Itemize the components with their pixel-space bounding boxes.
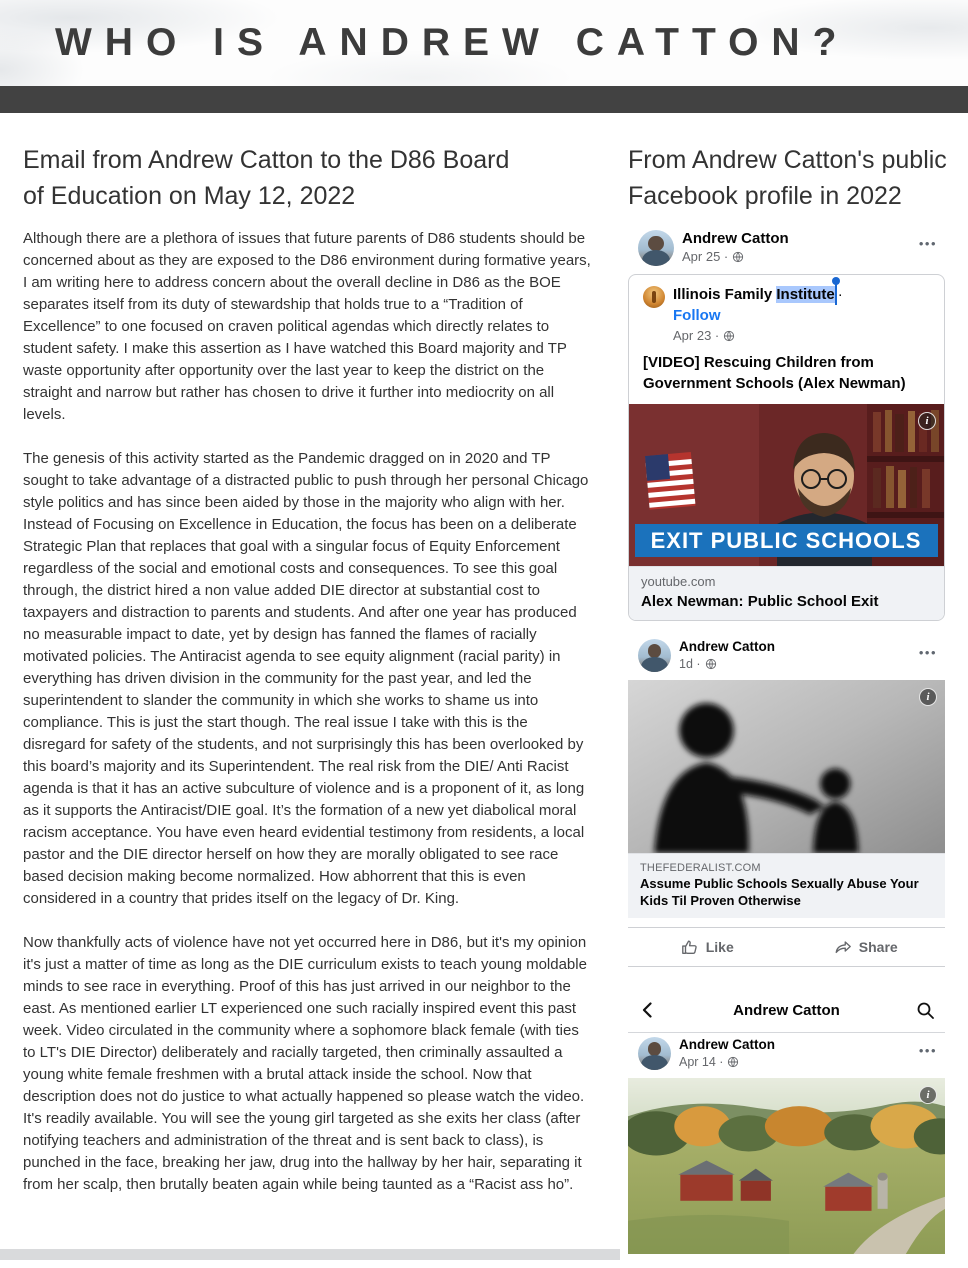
post-header-text — [682, 230, 935, 266]
facebook-heading: From Andrew Catton's public Facebook profile in 2022 — [628, 146, 947, 210]
post-header-text — [679, 639, 935, 672]
avatar[interactable] — [638, 639, 671, 672]
more-options-icon[interactable]: ••• — [918, 1042, 937, 1058]
more-options-icon[interactable]: ••• — [918, 236, 937, 251]
more-options-icon[interactable]: ••• — [918, 644, 937, 660]
follow-button[interactable]: Follow — [673, 307, 721, 325]
shared-post-header — [629, 275, 944, 347]
link-preview-youtube[interactable] — [629, 566, 944, 619]
video-overlay-text: EXIT PUBLIC SCHOOLS — [650, 528, 922, 554]
info-icon[interactable]: i — [919, 688, 937, 706]
globe-icon — [705, 658, 717, 670]
post-author[interactable]: Andrew Catton — [679, 1036, 775, 1052]
email-paragraph-3: Now thankfully acts of violence have not yet occurred here in D86, but it's my opinion it's just a matter of time as long as the DIE curriculum exists to teach young moldable minds to see race in everything. Proof of this has just arrived in our neighbor to the east. As mentioned earlier LT experienced one such racially inspired event this past week. Video circulated in the community where a sophomore black female (with ties to LT's DIE Director) deliberately and racially targeted, then criminally assaulted a young white female freshmen with a brutal attack inside the school. Now that description does not do justice to what actually happened so please watch the video. It's readily available. You will see the young girl targeted as she exits her class (after notifying teachers and administration of the threat and is sent back to class), is punched in the face, breaking her jaw, drug into the hallway by her hair, separating it from her scalp, then brutally beaten again while being taunted as a “Racist ass ho”. — [23, 934, 587, 1193]
post-author[interactable]: Andrew Catton — [682, 230, 789, 248]
post-image-silhouette[interactable] — [628, 680, 945, 853]
link-title: Assume Public Schools Sexually Abuse Your Kids Til Proven Otherwise — [640, 876, 919, 909]
nav-title: Andrew Catton — [733, 1001, 840, 1019]
post-image-farm[interactable] — [628, 1078, 945, 1254]
page-name[interactable]: Illinois Family — [673, 286, 777, 303]
email-paragraph-1: Although there are a plethora of issues that future parents of D86 students should be concerned about as they are exposed to the D86 environment during formative years, I am writing here to address concern about the overall decline in D86 as the BOE separates itself from its duty of stewardship that holds true to a “Tradition of Excellence” to one focused on craven political agendas which directly relates to student safety. I make this assertion as I have watched this Board majority and TP waste opportunity after opportunity over the last year to keep the district on the straight and narrow but rather has chosen to drive it further into mediocrity on all levels. — [23, 230, 591, 423]
like-button[interactable] — [628, 938, 787, 956]
bottom-strip — [0, 1249, 620, 1260]
header-divider-bar — [0, 86, 968, 113]
facebook-section — [628, 143, 945, 1268]
avatar[interactable] — [638, 230, 674, 266]
post-header-text — [679, 1037, 935, 1070]
info-icon[interactable]: i — [918, 412, 936, 430]
link-title: Alex Newman: Public School Exit — [641, 593, 879, 611]
page-name-line — [673, 285, 930, 305]
avatar[interactable] — [638, 1037, 671, 1070]
post-date: 1d · — [679, 656, 701, 671]
facebook-post-1 — [628, 226, 945, 621]
link-source: youtube.com — [641, 574, 716, 590]
facebook-nav-bar — [628, 989, 945, 1033]
link-preview-federalist[interactable] — [628, 853, 945, 918]
post-meta — [679, 656, 935, 672]
autumn-farm-image[interactable] — [628, 1078, 945, 1254]
post-header — [628, 1033, 945, 1078]
share-icon — [834, 938, 852, 956]
shared-post-card — [628, 274, 945, 621]
post-header — [628, 635, 945, 680]
email-heading: Email from Andrew Catton to the D86 Board of Education on May 12, 2022 — [23, 146, 510, 210]
back-icon[interactable] — [638, 1000, 658, 1020]
shared-header-text — [673, 285, 930, 345]
post-header — [628, 226, 945, 274]
post-author[interactable]: Andrew Catton — [679, 638, 775, 654]
masthead — [0, 0, 968, 86]
facebook-post-2 — [628, 635, 945, 967]
email-paragraph-2: The genesis of this activity started as the Pandemic dragged on in 2020 and TP sought to take advantage of a distracted public to push through her personal Chicago style politics and has since been aided by those in the majority who align with her. Instead of Focusing on Excellence in Education, the focus has been on a deliberate Strategic Plan that replaces that goal with a singular focus of Equity Enforcement regardless of the social and emotional costs and consequences. To see this goal through, the district hired a non value added DIE director at substantial cost to taxpayers and distraction to parents and students. And after one year has produced no measurable impact to date, yet by design has fanned the flames of racially motivated policies. The Antiracist agenda to see equity alignment (racial parity) in everything has driven division in the community for the past year, and led the superintendent to slander the community in which she works to shame us into compliance. This is just the start though. The real issue I take with this is the disregard for safety of the students, and not surprisingly this has been overlooked by this board’s majority and its Superintendent. The real risk from the DIE/ Anti Racist agenda is that it has an active subculture of violence and is a proponent of it, as long as it supports the Antiracist/DIE goal. It’s the formation of a new yet diabolical moral racism acceptance. You have even heard evidential testimony from residents, a local pastor and the DIE director herself on how they are morally obligated to see race based decision making become normalized. How abhorrent that this is even considered in a country that prides itself on the legacy of Dr. King. — [23, 450, 589, 907]
post-meta — [682, 249, 935, 266]
post-meta — [679, 1054, 935, 1070]
info-icon[interactable]: i — [919, 1086, 937, 1104]
main-content — [0, 113, 968, 1268]
video-thumbnail-image[interactable] — [629, 404, 944, 566]
shared-post-date: Apr 23 · — [673, 328, 720, 343]
facebook-post-3 — [628, 1033, 945, 1254]
share-button[interactable] — [787, 938, 946, 956]
video-thumbnail[interactable] — [629, 404, 944, 566]
shared-post-meta — [673, 328, 930, 345]
post-action-row — [628, 927, 945, 967]
silhouette-image[interactable] — [628, 680, 945, 853]
shared-post-text: [VIDEO] Rescuing Children from Government Schools (Alex Newman) — [643, 353, 906, 392]
like-icon — [681, 938, 699, 956]
page-title: WHO IS ANDREW CATTON? — [55, 21, 850, 64]
dot-separator: · — [837, 286, 843, 303]
like-label: Like — [705, 938, 734, 955]
post-date: Apr 14 · — [679, 1054, 724, 1069]
globe-icon — [723, 330, 735, 342]
link-source: THEFEDERALIST.COM — [640, 861, 761, 874]
search-icon[interactable] — [915, 1000, 935, 1020]
email-section — [23, 143, 591, 1268]
globe-icon — [732, 251, 744, 263]
post-date: Apr 25 · — [682, 248, 729, 264]
globe-icon — [727, 1056, 739, 1068]
selected-text: Institute — [776, 286, 835, 303]
page-avatar[interactable] — [643, 286, 665, 308]
share-label: Share — [858, 938, 898, 955]
